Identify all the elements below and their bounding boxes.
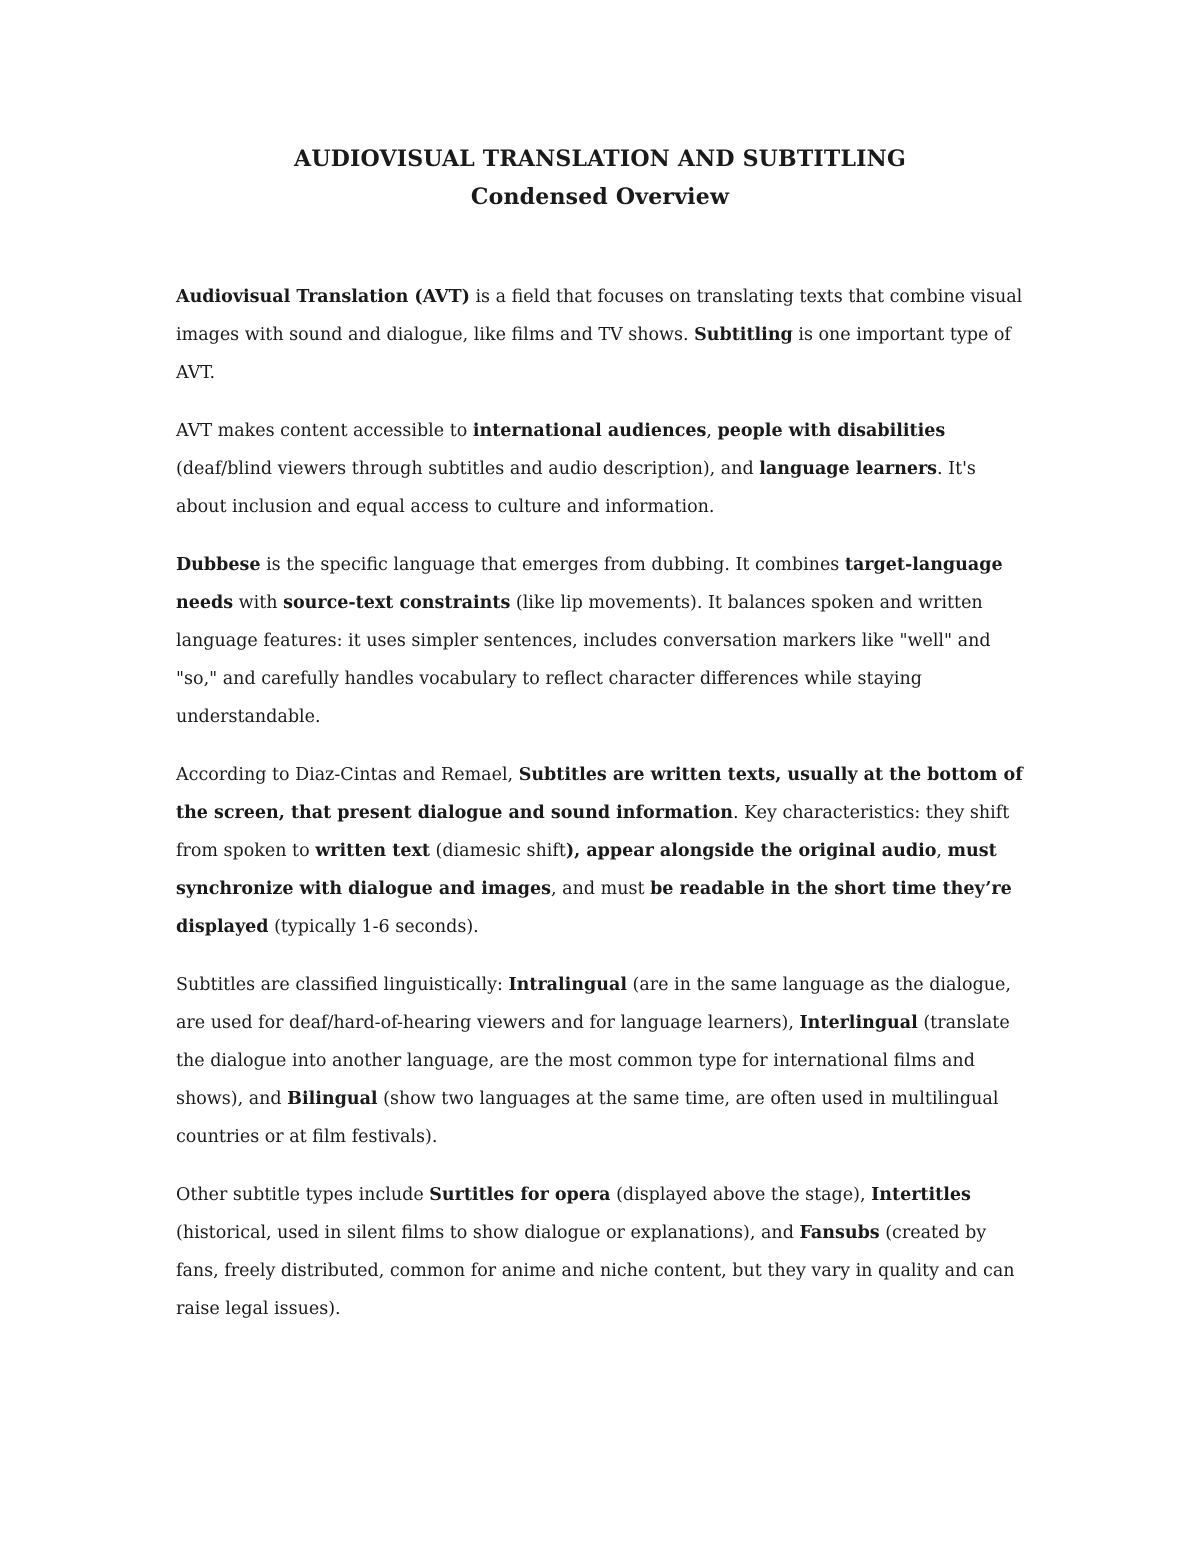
body-text-segment: (created by fans, freely distributed, common for anime and niche content, but they vary in quality and can raise legal issues). [176,1223,1015,1319]
body-text-segment: . Key characteristics: they shift from spoken to [176,803,1010,861]
document-title: AUDIOVISUAL TRANSLATION AND SUBTITLING [294,146,906,172]
emphasized-text: people with disabilities [717,421,946,441]
emphasized-text: Fansubs [799,1223,880,1243]
body-text-segment: Subtitles are classified linguistically: [176,975,509,995]
paragraph-other-types [176,1176,1026,1328]
body-text-segment: , [706,421,718,441]
body-text-segment: Other subtitle types include [176,1185,430,1205]
emphasized-text: Surtitles for opera [429,1185,611,1205]
body-text-segment: (historical, used in silent films to show dialogue or explanations), and [176,1223,800,1243]
emphasized-text: Subtitles are written texts, usually at the bottom of the screen, that present dialogue and sound information [176,765,1023,823]
emphasized-text: ), appear alongside the original audio [565,841,937,861]
emphasized-text: Subtitling [694,325,793,345]
body-text-segment: (displayed above the stage), [610,1185,872,1205]
emphasized-text: be readable in the short time they’re displayed [176,879,1012,937]
emphasized-text: international audiences [472,421,707,441]
body-text-segment: (show two languages at the same time, are often used in multilingual countries or at film festivals). [176,1089,999,1147]
paragraph-subtitles-definition [176,756,1026,946]
title-block [0,140,1200,216]
emphasized-text: must synchronize with dialogue and images [176,841,997,899]
emphasized-text: source-text constraints [283,593,511,613]
body-text-segment: (like lip movements). It balances spoken and written language features: it uses simpler sentences, includes conversation markers like "well" and "so," and carefully handles vocabulary to reflect character differences while staying understandable. [176,593,991,727]
paragraph-accessibility [176,412,1026,526]
document-body [176,278,1026,1348]
paragraph-avt-definition [176,278,1026,392]
emphasized-text: written text [315,841,430,861]
body-text-segment: (deaf/blind viewers through subtitles and audio description), and [176,459,760,479]
emphasized-text: language learners [759,459,938,479]
emphasized-text: Audiovisual Translation (AVT) [176,287,470,307]
body-text-segment: AVT makes content accessible to [176,421,473,441]
body-text-segment: , and must [551,879,651,899]
body-text-segment: is a field that focuses on translating texts that combine visual images with sound and dialogue, like films and TV shows. [176,287,1023,345]
body-text-segment: According to Diaz-Cintas and Remael, [176,765,519,785]
body-text-segment: (diamesic shift [429,841,566,861]
body-text-segment: is the specific language that emerges from dubbing. It combines [260,555,845,575]
body-text-segment: (translate the dialogue into another language, are the most common type for international films and shows), and [176,1013,1010,1109]
body-text-segment: (are in the same language as the dialogue, are used for deaf/hard-of-hearing viewers and for language learners), [176,975,1011,1033]
emphasized-text: Intertitles [871,1185,971,1205]
body-text-segment: , [936,841,948,861]
document-subtitle: Condensed Overview [470,184,730,210]
body-text-segment: with [233,593,284,613]
emphasized-text: target-language needs [176,555,1003,613]
paragraph-linguistic-classification [176,966,1026,1156]
body-text-segment: . It's about inclusion and equal access to culture and information. [176,459,976,517]
emphasized-text: Bilingual [287,1089,378,1109]
emphasized-text: Dubbese [176,555,261,575]
body-text-segment: is one important type of AVT. [176,325,1011,383]
emphasized-text: Intralingual [508,975,627,995]
paragraph-dubbese [176,546,1026,736]
emphasized-text: Interlingual [799,1013,918,1033]
body-text-segment: (typically 1-6 seconds). [268,917,479,937]
